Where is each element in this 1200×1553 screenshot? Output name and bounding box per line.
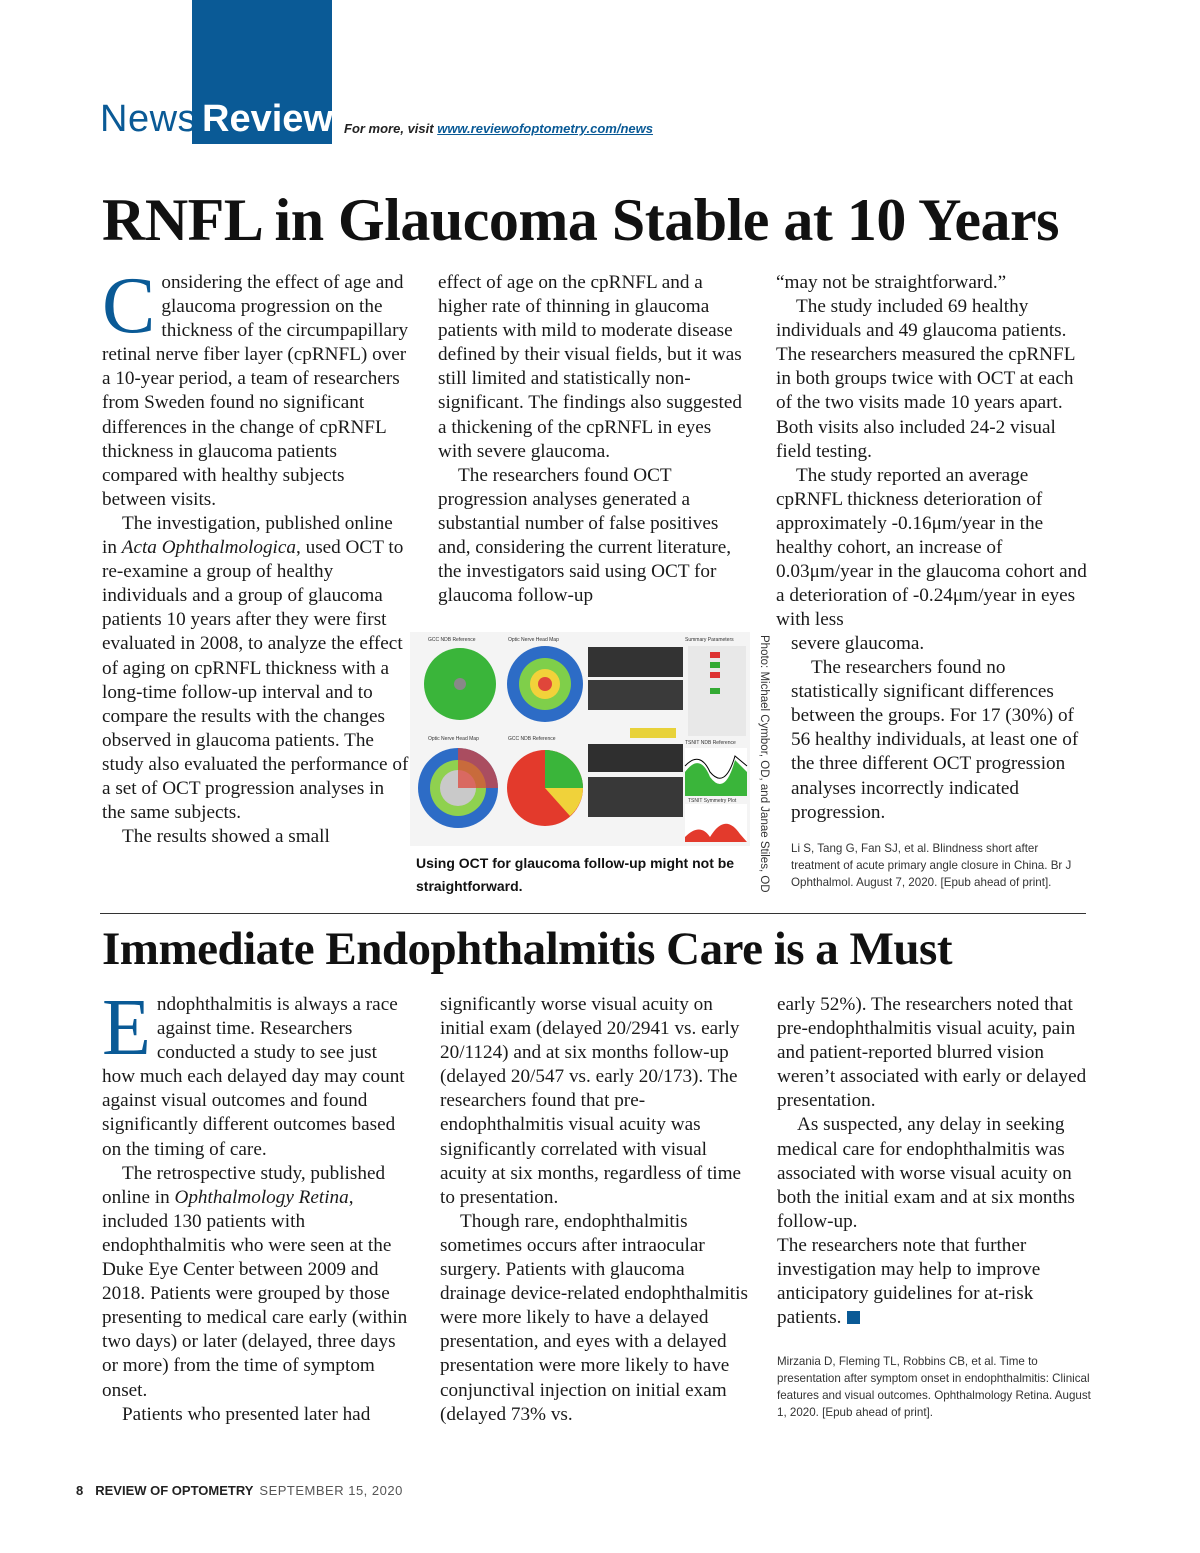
article1-lead-paragraph: Considering the effect of age and glaucoma progression on the thickness of the circumpapillary retinal nerve fiber layer (cpRNFL) over a 10-year period, a team of researchers from Sweden found no significant differences in the change of cpRNFL thickness in glaucoma patients compared with healthy subjects between visits. — [102, 262, 409, 510]
page-footer — [76, 1483, 403, 1498]
article-divider — [100, 913, 1086, 914]
article1-paragraph: The researchers found OCT progression analyses generated a substantial number of false positives and, considering the current literature, the investigators said using OCT for glaucoma follow-up — [438, 464, 732, 607]
article2-paragraph: The retrospective study, published online in Ophthalmology Retina, included 130 patients with endophthalmitis who were seen at the Duke Eye Center between 2009 and 2018. Patients were grouped by those presenting to medical care early (within two days) or later (delayed, three days or more) from the time of symptom onset. — [102, 1162, 408, 1401]
article1-column-1 — [102, 262, 412, 849]
article2-column-2 — [440, 993, 750, 1427]
article1-paragraph: The investigation, published online in Acta Ophthalmologica, used OCT to re-examine a group of healthy individuals and a group of glaucoma patients 10 years after they were first evaluated in 2008, to analyze the effect of aging on cpRNFL thickness with a long-time follow-up interval and to compare the results with the changes observed in glaucoma patients. The study also evaluated the performance of a set of OCT progression analyses in the same subjects. — [102, 512, 409, 824]
article2-column-3 — [777, 993, 1087, 1330]
figure-label: GCC NDB Reference — [508, 736, 556, 742]
photo-credit: Photo: Michael Cymbor, OD, and Janae Stiles, OD — [758, 635, 770, 893]
article2-lead-paragraph: Endophthalmitis is always a race against time. Researchers conducted a study to see just how much each delayed day may count against visual outcomes and found significantly different outcomes based on the timing of care. — [102, 984, 405, 1160]
article1-column-3-wrap — [791, 632, 1088, 825]
article1-drop-cap: C — [102, 262, 156, 350]
end-mark — [847, 1311, 860, 1324]
section-name-review: Review — [202, 98, 333, 140]
figure-label: GCC NDB Reference — [428, 637, 476, 643]
more-info-line — [344, 121, 653, 136]
figure-label: Optic Nerve Head Map — [508, 637, 559, 643]
news-link[interactable]: www.reviewofoptometry.com/news — [437, 121, 653, 136]
article2-title: Immediate Endophthalmitis Care is a Must — [102, 923, 952, 975]
article2-paragraph: As suspected, any delay in seeking medical care for endophthalmitis was associated with worse visual acuity on both the initial exam and at six months follow-up. — [777, 1114, 1075, 1232]
article1-reference: Li S, Tang G, Fan SJ, et al. Blindness short after treatment of acute primary angle closure in China. Br J Ophthalmol. August 7, 2020. [Epub ahead of print]. — [791, 842, 1072, 889]
article1-paragraph: “may not be straightforward.” — [776, 272, 1007, 293]
journal-name: Acta Ophthalmologica — [121, 537, 296, 559]
article1-column-3 — [776, 271, 1088, 632]
article2-paragraph: The researchers note that further investigation may help to improve anticipatory guidelines for at-risk patients. — [777, 1234, 1041, 1329]
journal-name: Ophthalmology Retina — [174, 1186, 349, 1208]
article2-reference: Mirzania D, Fleming TL, Robbins CB, et al. Time to presentation after symptom onset in endophthalmitis: Clinical features and visual outcomes. Ophthalmology Retina. August 1, 2020. [Epub ahead of print]. — [777, 1355, 1091, 1419]
oct-bscan-2 — [588, 680, 683, 710]
article2-drop-cap: E — [102, 984, 151, 1072]
more-info-prefix: For more, visit — [344, 121, 434, 136]
article1-paragraph: effect of age on the cpRNFL and a higher rate of thinning in glaucoma patients with mild to moderate disease defined by their visual fields, but it was still limited and statistically non-significant. The findings also suggested a thickening of the cpRNFL in eyes with severe glaucoma. — [438, 272, 742, 462]
article1-paragraph: The study included 69 healthy individuals and 49 glaucoma patients. The researchers measured the cpRNFL in both groups twice with OCT at each of the two visits made 10 years apart. Both visits also included 24-2 visual field testing. — [776, 296, 1075, 462]
article2-paragraph: Patients who presented later had — [122, 1403, 371, 1425]
article2-paragraph: significantly worse visual acuity on initial exam (delayed 20/2941 vs. early 20/1124) and at six months follow-up (delayed 20/547 vs. early 20/173). The researchers found that pre-endophthalmitis visual acuity was significantly correlated with visual acuity at six months, regardless of time to presentation. — [440, 994, 742, 1208]
article1-paragraph: severe glaucoma. — [791, 633, 925, 654]
oct-bscan-3 — [588, 744, 683, 772]
oct-bscan-1 — [588, 647, 683, 677]
figure-label: TSNIT NDB Reference — [685, 740, 736, 746]
oct-report-image — [410, 632, 750, 846]
page-number: 8 — [76, 1483, 84, 1498]
figure-label: Summary Parameters — [685, 637, 734, 643]
article1-title: RNFL in Glaucoma Stable at 10 Years — [102, 187, 1059, 253]
section-name-news: News — [100, 98, 198, 140]
article1-paragraph: The researchers found no statistically significant differences between the groups. For 17 (30%) of 56 healthy individuals, at least one of the three different OCT progression analyses incorrectly indicated progression. — [791, 657, 1079, 823]
article1-paragraph: The study reported an average cpRNFL thickness deterioration of approximately -0.16μm/year in the healthy cohort, an increase of 0.03μm/year in the glaucoma cohort and a deterioration of -0.24μm/year in eyes with less — [776, 464, 1087, 631]
article1-paragraph: The results showed a small — [122, 826, 330, 848]
oct-bscan-4 — [588, 777, 683, 817]
figure-label: Optic Nerve Head Map — [428, 736, 479, 742]
publication-name: REVIEW OF OPTOMETRY — [95, 1483, 254, 1498]
article2-column-1 — [102, 984, 412, 1427]
article2-paragraph: Though rare, endophthalmitis sometimes occurs after intraocular surgery. Patients with glaucoma drainage device-related endophthalmitis were more likely to have a delayed presentation, and eyes with a delayed presentation were more likely to have conjunctival injection on initial exam (delayed 73% vs. — [440, 1210, 748, 1425]
figure-label: TSNIT Symmetry Plot — [688, 798, 737, 804]
issue-date: SEPTEMBER 15, 2020 — [259, 1483, 403, 1498]
figure-caption: Using OCT for glaucoma follow-up might not be straightforward. — [416, 855, 735, 894]
article2-paragraph: early 52%). The researchers noted that pre-endophthalmitis visual acuity, pain and patient-reported blurred vision weren’t associated with early or delayed presentation. — [777, 994, 1087, 1112]
article1-column-2 — [438, 271, 750, 608]
